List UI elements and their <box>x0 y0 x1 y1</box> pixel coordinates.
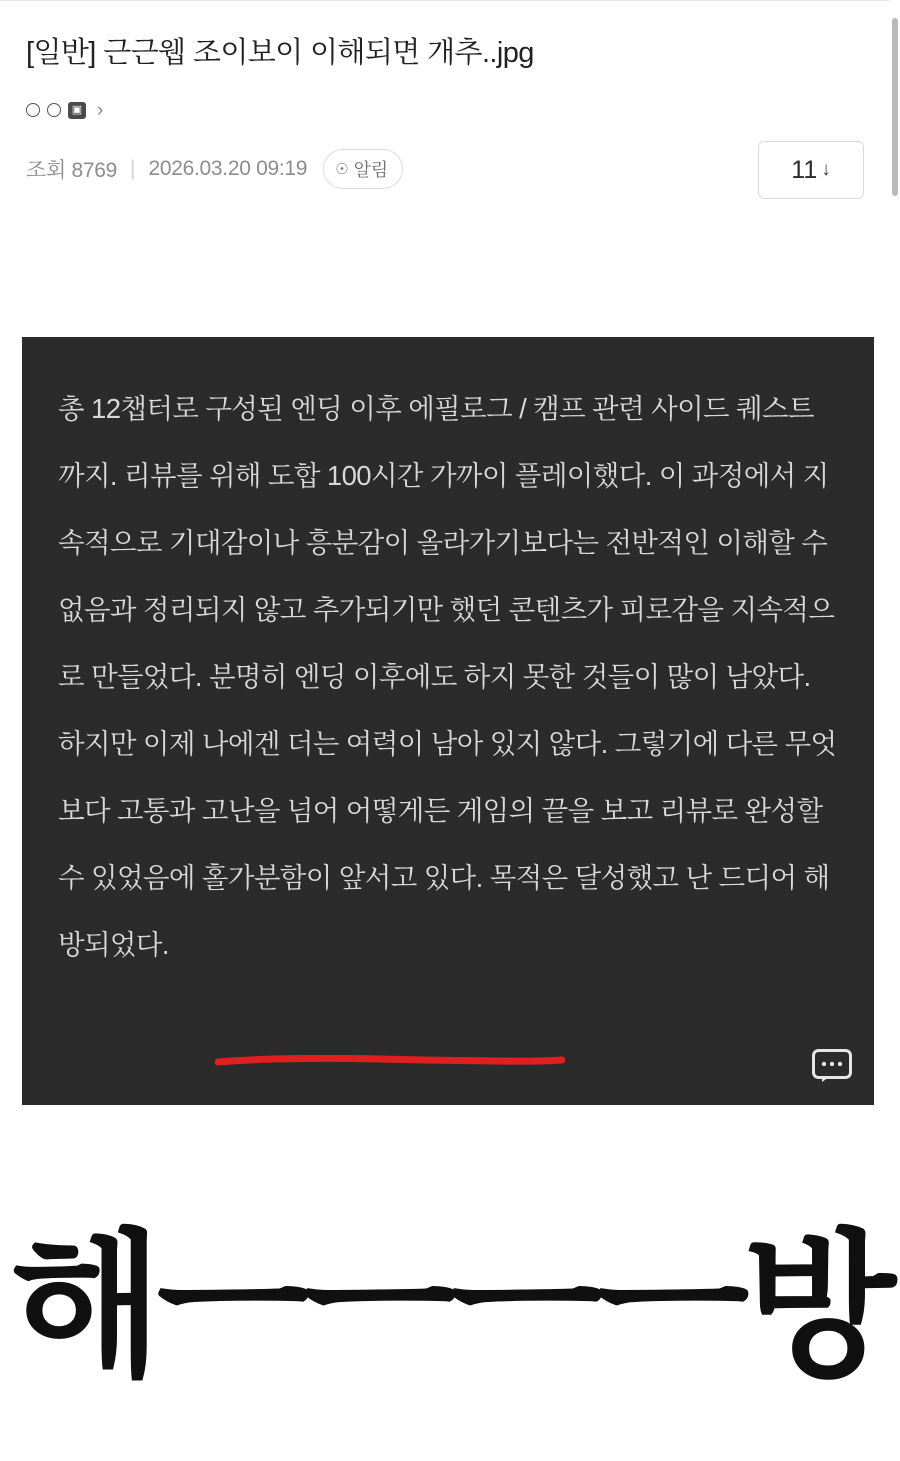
vote-count: 11 <box>791 155 818 184</box>
meta-separator: | <box>130 157 136 181</box>
alarm-button[interactable] <box>323 149 403 189</box>
image-badge-icon: ▣ <box>68 102 86 119</box>
bottom-caption: 해ㅡㅡㅡㅡ방 <box>10 1215 890 1399</box>
post-date: 2026.03.20 09:19 <box>148 157 308 181</box>
vote-down-icon: ↓ <box>821 159 831 181</box>
scrollbar-thumb[interactable] <box>892 18 898 196</box>
circle-icon <box>26 103 40 117</box>
red-underline-annotation <box>215 1055 565 1066</box>
chevron-right-icon[interactable]: › <box>97 99 104 121</box>
bell-icon: ☉ <box>335 160 349 178</box>
view-count: 조회 8769 <box>26 159 118 183</box>
comment-icon[interactable] <box>812 1049 852 1083</box>
post-header <box>0 0 890 195</box>
post-image-content[interactable] <box>22 337 874 1105</box>
image-body-text: 총 12챕터로 구성된 엔딩 이후 에필로그 / 캠프 관련 사이드 퀘스트까지. 리뷰를 위해 도합 100시간 가까이 플레이했다. 이 과정에서 지속적으로 기대감이나 흥분감이 올라가기보다는 전반적인 이해할 수 없음과 정리되지 않고 추가되기만 했던 콘텐츠가 피로감을 지속적으로 만들었다. 분명히 엔딩 이후에도 하지 못한 것들이 많이 남았다. 하지만 이제 나에겐 더는 여력이 남아 있지 않다. 그렇기에 다른 무엇보다 고통과 고난을 넘어 어떻게든 게임의 끝을 보고 리뷰로 완성할 수 있었음에 홀가분함이 앞서고 있다. 목적은 달성했고 난 드디어 해방되었다. <box>58 393 837 960</box>
post-badges <box>26 99 864 121</box>
circle-icon <box>47 103 61 117</box>
post-meta-row <box>26 143 864 195</box>
page-title: [일반] 근근웹 조이보이 이해되면 개추..jpg <box>26 37 534 69</box>
vote-button[interactable] <box>758 141 864 199</box>
alarm-label: 알림 <box>353 160 388 181</box>
